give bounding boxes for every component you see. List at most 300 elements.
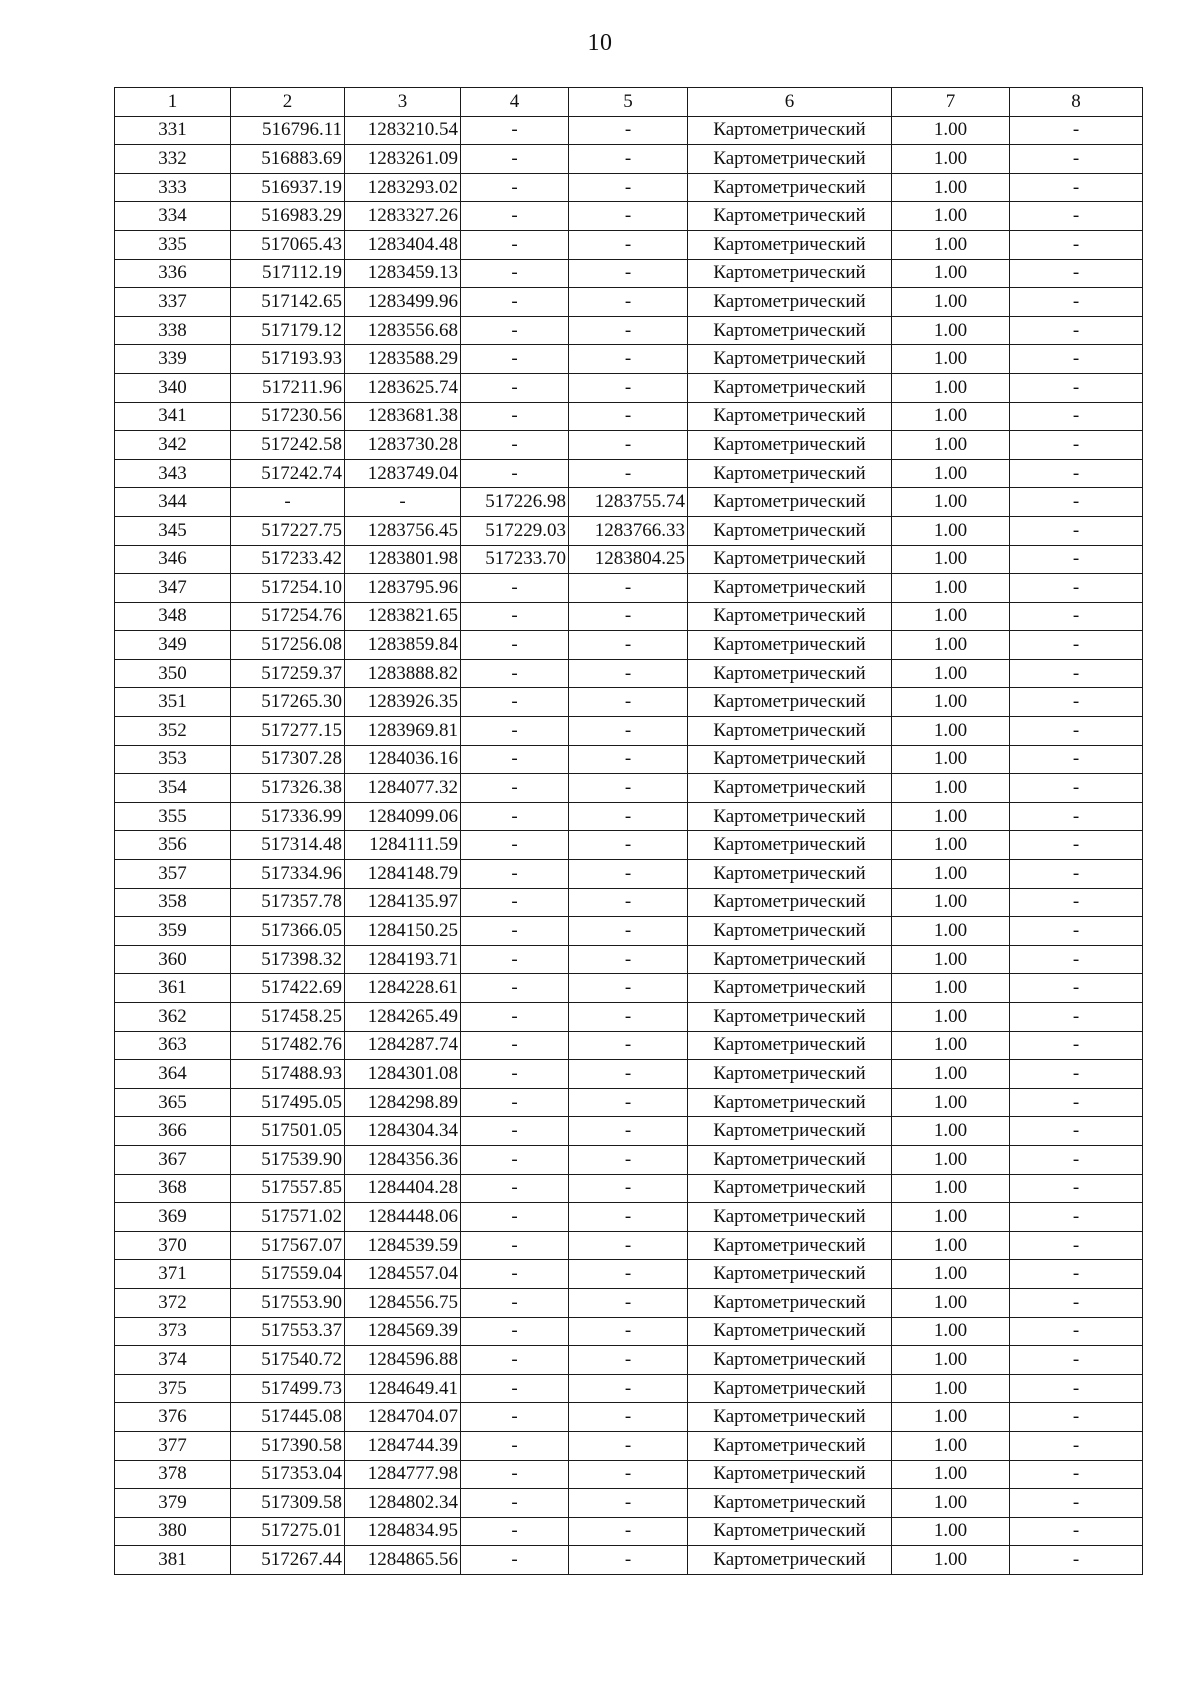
- method-cell: Картометрический: [688, 1260, 892, 1289]
- y-coordinate-cell: 1284287.74: [345, 1031, 461, 1060]
- y-coordinate-new-cell: -: [569, 1489, 688, 1518]
- x-coordinate-cell: 517539.90: [231, 1145, 345, 1174]
- y-coordinate-new-cell: -: [569, 1317, 688, 1346]
- table-row: [115, 802, 1143, 831]
- table-row: [115, 1203, 1143, 1232]
- method-cell: Картометрический: [688, 1546, 892, 1575]
- table-row: [115, 1145, 1143, 1174]
- accuracy-cell: 1.00: [892, 1260, 1010, 1289]
- point-number-cell: 333: [115, 173, 231, 202]
- table-row: [115, 173, 1143, 202]
- y-coordinate-new-cell: -: [569, 1031, 688, 1060]
- y-coordinate-new-cell: -: [569, 402, 688, 431]
- point-number-cell: 338: [115, 316, 231, 345]
- accuracy-cell: 1.00: [892, 1174, 1010, 1203]
- x-coordinate-cell: 517307.28: [231, 745, 345, 774]
- x-coordinate-cell: 516796.11: [231, 116, 345, 145]
- accuracy-cell: 1.00: [892, 888, 1010, 917]
- description-cell: -: [1010, 602, 1143, 631]
- x-coordinate-cell: 517458.25: [231, 1003, 345, 1032]
- y-coordinate-new-cell: 1283804.25: [569, 545, 688, 574]
- x-coordinate-new-cell: -: [461, 431, 569, 460]
- accuracy-cell: 1.00: [892, 173, 1010, 202]
- y-coordinate-new-cell: -: [569, 116, 688, 145]
- x-coordinate-new-cell: -: [461, 1031, 569, 1060]
- method-cell: Картометрический: [688, 802, 892, 831]
- accuracy-cell: 1.00: [892, 602, 1010, 631]
- x-coordinate-cell: 517353.04: [231, 1460, 345, 1489]
- x-coordinate-cell: 517265.30: [231, 688, 345, 717]
- y-coordinate-cell: 1283404.48: [345, 230, 461, 259]
- column-header-1: 1: [115, 88, 231, 117]
- x-coordinate-cell: 517065.43: [231, 230, 345, 259]
- y-coordinate-cell: 1284099.06: [345, 802, 461, 831]
- y-coordinate-new-cell: -: [569, 345, 688, 374]
- table-row: [115, 1431, 1143, 1460]
- x-coordinate-cell: 517230.56: [231, 402, 345, 431]
- y-coordinate-new-cell: -: [569, 316, 688, 345]
- table-row: [115, 1460, 1143, 1489]
- x-coordinate-new-cell: -: [461, 373, 569, 402]
- y-coordinate-new-cell: -: [569, 831, 688, 860]
- accuracy-cell: 1.00: [892, 774, 1010, 803]
- y-coordinate-cell: 1284193.71: [345, 945, 461, 974]
- accuracy-cell: 1.00: [892, 316, 1010, 345]
- accuracy-cell: 1.00: [892, 516, 1010, 545]
- y-coordinate-cell: 1283756.45: [345, 516, 461, 545]
- y-coordinate-cell: 1284404.28: [345, 1174, 461, 1203]
- x-coordinate-new-cell: -: [461, 1431, 569, 1460]
- y-coordinate-cell: 1284228.61: [345, 974, 461, 1003]
- method-cell: Картометрический: [688, 1517, 892, 1546]
- x-coordinate-cell: 517314.48: [231, 831, 345, 860]
- x-coordinate-cell: 517259.37: [231, 659, 345, 688]
- table-row: [115, 516, 1143, 545]
- description-cell: -: [1010, 1288, 1143, 1317]
- y-coordinate-cell: -: [345, 488, 461, 517]
- method-cell: Картометрический: [688, 888, 892, 917]
- y-coordinate-new-cell: -: [569, 917, 688, 946]
- table-row: [115, 459, 1143, 488]
- point-number-cell: 373: [115, 1317, 231, 1346]
- table-row: [115, 1031, 1143, 1060]
- accuracy-cell: 1.00: [892, 1431, 1010, 1460]
- method-cell: Картометрический: [688, 316, 892, 345]
- y-coordinate-new-cell: -: [569, 688, 688, 717]
- method-cell: Картометрический: [688, 1431, 892, 1460]
- point-number-cell: 336: [115, 259, 231, 288]
- table-row: [115, 116, 1143, 145]
- table-row: [115, 373, 1143, 402]
- description-cell: -: [1010, 631, 1143, 660]
- accuracy-cell: 1.00: [892, 1288, 1010, 1317]
- method-cell: Картометрический: [688, 402, 892, 431]
- method-cell: Картометрический: [688, 431, 892, 460]
- accuracy-cell: 1.00: [892, 373, 1010, 402]
- x-coordinate-new-cell: -: [461, 316, 569, 345]
- x-coordinate-cell: 517553.37: [231, 1317, 345, 1346]
- description-cell: -: [1010, 1117, 1143, 1146]
- description-cell: -: [1010, 774, 1143, 803]
- accuracy-cell: 1.00: [892, 402, 1010, 431]
- y-coordinate-new-cell: -: [569, 602, 688, 631]
- accuracy-cell: 1.00: [892, 288, 1010, 317]
- accuracy-cell: 1.00: [892, 1374, 1010, 1403]
- y-coordinate-cell: 1284265.49: [345, 1003, 461, 1032]
- description-cell: -: [1010, 917, 1143, 946]
- point-number-cell: 359: [115, 917, 231, 946]
- x-coordinate-new-cell: -: [461, 802, 569, 831]
- description-cell: -: [1010, 1203, 1143, 1232]
- description-cell: -: [1010, 1460, 1143, 1489]
- x-coordinate-cell: 517422.69: [231, 974, 345, 1003]
- y-coordinate-cell: 1284704.07: [345, 1403, 461, 1432]
- point-number-cell: 375: [115, 1374, 231, 1403]
- x-coordinate-cell: 516883.69: [231, 145, 345, 174]
- x-coordinate-new-cell: -: [461, 1517, 569, 1546]
- point-number-cell: 377: [115, 1431, 231, 1460]
- y-coordinate-cell: 1284744.39: [345, 1431, 461, 1460]
- method-cell: Картометрический: [688, 574, 892, 603]
- method-cell: Картометрический: [688, 659, 892, 688]
- table-row: [115, 602, 1143, 631]
- y-coordinate-cell: 1284448.06: [345, 1203, 461, 1232]
- x-coordinate-cell: 517277.15: [231, 717, 345, 746]
- method-cell: Картометрический: [688, 1403, 892, 1432]
- method-cell: Картометрический: [688, 1346, 892, 1375]
- description-cell: -: [1010, 1517, 1143, 1546]
- point-number-cell: 372: [115, 1288, 231, 1317]
- point-number-cell: 376: [115, 1403, 231, 1432]
- x-coordinate-cell: 517488.93: [231, 1060, 345, 1089]
- x-coordinate-new-cell: -: [461, 1088, 569, 1117]
- description-cell: -: [1010, 516, 1143, 545]
- x-coordinate-new-cell: -: [461, 631, 569, 660]
- method-cell: Картометрический: [688, 1203, 892, 1232]
- point-number-cell: 362: [115, 1003, 231, 1032]
- y-coordinate-cell: 1283926.35: [345, 688, 461, 717]
- method-cell: Картометрический: [688, 1060, 892, 1089]
- table-row: [115, 774, 1143, 803]
- x-coordinate-cell: 517242.74: [231, 459, 345, 488]
- table-row: [115, 1374, 1143, 1403]
- table-row: [115, 316, 1143, 345]
- x-coordinate-cell: 517499.73: [231, 1374, 345, 1403]
- x-coordinate-cell: 517336.99: [231, 802, 345, 831]
- x-coordinate-cell: 516937.19: [231, 173, 345, 202]
- table-row: [115, 1288, 1143, 1317]
- y-coordinate-new-cell: -: [569, 574, 688, 603]
- description-cell: -: [1010, 173, 1143, 202]
- y-coordinate-new-cell: -: [569, 860, 688, 889]
- y-coordinate-cell: 1284356.36: [345, 1145, 461, 1174]
- x-coordinate-cell: 517242.58: [231, 431, 345, 460]
- point-number-cell: 353: [115, 745, 231, 774]
- table-row: [115, 831, 1143, 860]
- point-number-cell: 350: [115, 659, 231, 688]
- x-coordinate-cell: 517256.08: [231, 631, 345, 660]
- x-coordinate-cell: 517211.96: [231, 373, 345, 402]
- y-coordinate-new-cell: -: [569, 888, 688, 917]
- table-row: [115, 631, 1143, 660]
- y-coordinate-cell: 1284036.16: [345, 745, 461, 774]
- y-coordinate-cell: 1284834.95: [345, 1517, 461, 1546]
- x-coordinate-new-cell: -: [461, 345, 569, 374]
- y-coordinate-cell: 1284111.59: [345, 831, 461, 860]
- y-coordinate-new-cell: -: [569, 459, 688, 488]
- x-coordinate-new-cell: 517233.70: [461, 545, 569, 574]
- table-row: [115, 1346, 1143, 1375]
- accuracy-cell: 1.00: [892, 1031, 1010, 1060]
- description-cell: -: [1010, 1374, 1143, 1403]
- page-number: 10: [587, 30, 613, 56]
- column-header-6: 6: [688, 88, 892, 117]
- method-cell: Картометрический: [688, 1231, 892, 1260]
- method-cell: Картометрический: [688, 202, 892, 231]
- y-coordinate-cell: 1284557.04: [345, 1260, 461, 1289]
- x-coordinate-new-cell: -: [461, 945, 569, 974]
- point-number-cell: 361: [115, 974, 231, 1003]
- point-number-cell: 381: [115, 1546, 231, 1575]
- table-row: [115, 345, 1143, 374]
- description-cell: -: [1010, 1231, 1143, 1260]
- point-number-cell: 374: [115, 1346, 231, 1375]
- y-coordinate-new-cell: -: [569, 173, 688, 202]
- description-cell: -: [1010, 1546, 1143, 1575]
- y-coordinate-new-cell: -: [569, 802, 688, 831]
- y-coordinate-new-cell: -: [569, 1460, 688, 1489]
- point-number-cell: 369: [115, 1203, 231, 1232]
- point-number-cell: 365: [115, 1088, 231, 1117]
- y-coordinate-new-cell: -: [569, 1174, 688, 1203]
- description-cell: -: [1010, 860, 1143, 889]
- description-cell: -: [1010, 574, 1143, 603]
- description-cell: -: [1010, 230, 1143, 259]
- y-coordinate-new-cell: -: [569, 1088, 688, 1117]
- description-cell: -: [1010, 259, 1143, 288]
- x-coordinate-new-cell: -: [461, 1060, 569, 1089]
- x-coordinate-new-cell: -: [461, 145, 569, 174]
- table-row: [115, 688, 1143, 717]
- y-coordinate-new-cell: -: [569, 1431, 688, 1460]
- method-cell: Картометрический: [688, 717, 892, 746]
- column-header-2: 2: [231, 88, 345, 117]
- x-coordinate-new-cell: -: [461, 1174, 569, 1203]
- table-row: [115, 659, 1143, 688]
- table-row: [115, 1117, 1143, 1146]
- description-cell: -: [1010, 545, 1143, 574]
- method-cell: Картометрический: [688, 602, 892, 631]
- x-coordinate-new-cell: -: [461, 1489, 569, 1518]
- y-coordinate-new-cell: 1283755.74: [569, 488, 688, 517]
- point-number-cell: 344: [115, 488, 231, 517]
- accuracy-cell: 1.00: [892, 1317, 1010, 1346]
- column-header-7: 7: [892, 88, 1010, 117]
- description-cell: -: [1010, 402, 1143, 431]
- method-cell: Картометрический: [688, 745, 892, 774]
- description-cell: -: [1010, 745, 1143, 774]
- x-coordinate-new-cell: -: [461, 259, 569, 288]
- point-number-cell: 379: [115, 1489, 231, 1518]
- point-number-cell: 355: [115, 802, 231, 831]
- table-row: [115, 945, 1143, 974]
- y-coordinate-new-cell: -: [569, 717, 688, 746]
- table-row: [115, 717, 1143, 746]
- accuracy-cell: 1.00: [892, 345, 1010, 374]
- column-header-5: 5: [569, 88, 688, 117]
- point-number-cell: 357: [115, 860, 231, 889]
- x-coordinate-cell: 517398.32: [231, 945, 345, 974]
- accuracy-cell: 1.00: [892, 802, 1010, 831]
- y-coordinate-cell: 1284777.98: [345, 1460, 461, 1489]
- x-coordinate-cell: 517193.93: [231, 345, 345, 374]
- method-cell: Картометрический: [688, 774, 892, 803]
- x-coordinate-cell: -: [231, 488, 345, 517]
- x-coordinate-new-cell: -: [461, 1117, 569, 1146]
- table-row: [115, 860, 1143, 889]
- y-coordinate-new-cell: -: [569, 1403, 688, 1432]
- x-coordinate-new-cell: -: [461, 459, 569, 488]
- point-number-cell: 341: [115, 402, 231, 431]
- y-coordinate-new-cell: -: [569, 1374, 688, 1403]
- y-coordinate-cell: 1284301.08: [345, 1060, 461, 1089]
- y-coordinate-cell: 1283888.82: [345, 659, 461, 688]
- y-coordinate-new-cell: -: [569, 631, 688, 660]
- description-cell: -: [1010, 145, 1143, 174]
- accuracy-cell: 1.00: [892, 974, 1010, 1003]
- point-number-cell: 363: [115, 1031, 231, 1060]
- y-coordinate-new-cell: -: [569, 1145, 688, 1174]
- point-number-cell: 347: [115, 574, 231, 603]
- point-number-cell: 342: [115, 431, 231, 460]
- y-coordinate-new-cell: -: [569, 745, 688, 774]
- y-coordinate-new-cell: -: [569, 659, 688, 688]
- column-header-3: 3: [345, 88, 461, 117]
- x-coordinate-new-cell: -: [461, 1460, 569, 1489]
- description-cell: -: [1010, 1317, 1143, 1346]
- x-coordinate-cell: 517254.10: [231, 574, 345, 603]
- description-cell: -: [1010, 688, 1143, 717]
- point-number-cell: 366: [115, 1117, 231, 1146]
- y-coordinate-new-cell: -: [569, 1288, 688, 1317]
- y-coordinate-new-cell: -: [569, 974, 688, 1003]
- y-coordinate-cell: 1284802.34: [345, 1489, 461, 1518]
- x-coordinate-cell: 517445.08: [231, 1403, 345, 1432]
- accuracy-cell: 1.00: [892, 1060, 1010, 1089]
- y-coordinate-cell: 1283681.38: [345, 402, 461, 431]
- table-row: [115, 288, 1143, 317]
- method-cell: Картометрический: [688, 1031, 892, 1060]
- table-row: [115, 259, 1143, 288]
- accuracy-cell: 1.00: [892, 459, 1010, 488]
- description-cell: -: [1010, 974, 1143, 1003]
- table-row: [115, 1088, 1143, 1117]
- accuracy-cell: 1.00: [892, 1117, 1010, 1146]
- column-header-4: 4: [461, 88, 569, 117]
- point-number-cell: 367: [115, 1145, 231, 1174]
- point-number-cell: 354: [115, 774, 231, 803]
- x-coordinate-new-cell: -: [461, 860, 569, 889]
- method-cell: Картометрический: [688, 1117, 892, 1146]
- x-coordinate-cell: 517254.76: [231, 602, 345, 631]
- x-coordinate-new-cell: -: [461, 917, 569, 946]
- description-cell: -: [1010, 945, 1143, 974]
- y-coordinate-new-cell: -: [569, 288, 688, 317]
- x-coordinate-new-cell: -: [461, 1260, 569, 1289]
- accuracy-cell: 1.00: [892, 431, 1010, 460]
- description-cell: -: [1010, 488, 1143, 517]
- point-number-cell: 349: [115, 631, 231, 660]
- description-cell: -: [1010, 888, 1143, 917]
- accuracy-cell: 1.00: [892, 1546, 1010, 1575]
- x-coordinate-new-cell: -: [461, 974, 569, 1003]
- y-coordinate-new-cell: -: [569, 1003, 688, 1032]
- accuracy-cell: 1.00: [892, 1003, 1010, 1032]
- x-coordinate-cell: 517334.96: [231, 860, 345, 889]
- y-coordinate-new-cell: -: [569, 1260, 688, 1289]
- x-coordinate-new-cell: -: [461, 1403, 569, 1432]
- table-header: [115, 88, 1143, 117]
- x-coordinate-cell: 517571.02: [231, 1203, 345, 1232]
- accuracy-cell: 1.00: [892, 488, 1010, 517]
- y-coordinate-cell: 1283459.13: [345, 259, 461, 288]
- table-row: [115, 1003, 1143, 1032]
- point-number-cell: 340: [115, 373, 231, 402]
- accuracy-cell: 1.00: [892, 917, 1010, 946]
- x-coordinate-cell: 517482.76: [231, 1031, 345, 1060]
- y-coordinate-cell: 1283210.54: [345, 116, 461, 145]
- x-coordinate-new-cell: -: [461, 173, 569, 202]
- accuracy-cell: 1.00: [892, 202, 1010, 231]
- table-row: [115, 488, 1143, 517]
- method-cell: Картометрический: [688, 145, 892, 174]
- method-cell: Картометрический: [688, 488, 892, 517]
- y-coordinate-cell: 1284135.97: [345, 888, 461, 917]
- method-cell: Картометрический: [688, 831, 892, 860]
- x-coordinate-new-cell: -: [461, 1346, 569, 1375]
- description-cell: -: [1010, 345, 1143, 374]
- x-coordinate-cell: 517267.44: [231, 1546, 345, 1575]
- y-coordinate-new-cell: 1283766.33: [569, 516, 688, 545]
- y-coordinate-cell: 1283730.28: [345, 431, 461, 460]
- description-cell: -: [1010, 316, 1143, 345]
- x-coordinate-cell: 517233.42: [231, 545, 345, 574]
- table-row: [115, 202, 1143, 231]
- method-cell: Картометрический: [688, 116, 892, 145]
- description-cell: -: [1010, 202, 1143, 231]
- x-coordinate-new-cell: -: [461, 1317, 569, 1346]
- accuracy-cell: 1.00: [892, 259, 1010, 288]
- description-cell: -: [1010, 431, 1143, 460]
- point-number-cell: 348: [115, 602, 231, 631]
- x-coordinate-new-cell: -: [461, 888, 569, 917]
- table-row: [115, 1060, 1143, 1089]
- description-cell: -: [1010, 1174, 1143, 1203]
- point-number-cell: 378: [115, 1460, 231, 1489]
- point-number-cell: 380: [115, 1517, 231, 1546]
- method-cell: Картометрический: [688, 1003, 892, 1032]
- y-coordinate-new-cell: -: [569, 774, 688, 803]
- y-coordinate-cell: 1283588.29: [345, 345, 461, 374]
- point-number-cell: 331: [115, 116, 231, 145]
- x-coordinate-cell: 517495.05: [231, 1088, 345, 1117]
- description-cell: -: [1010, 831, 1143, 860]
- description-cell: -: [1010, 1346, 1143, 1375]
- x-coordinate-cell: 517557.85: [231, 1174, 345, 1203]
- x-coordinate-new-cell: 517229.03: [461, 516, 569, 545]
- header-row: [115, 88, 1143, 117]
- accuracy-cell: 1.00: [892, 631, 1010, 660]
